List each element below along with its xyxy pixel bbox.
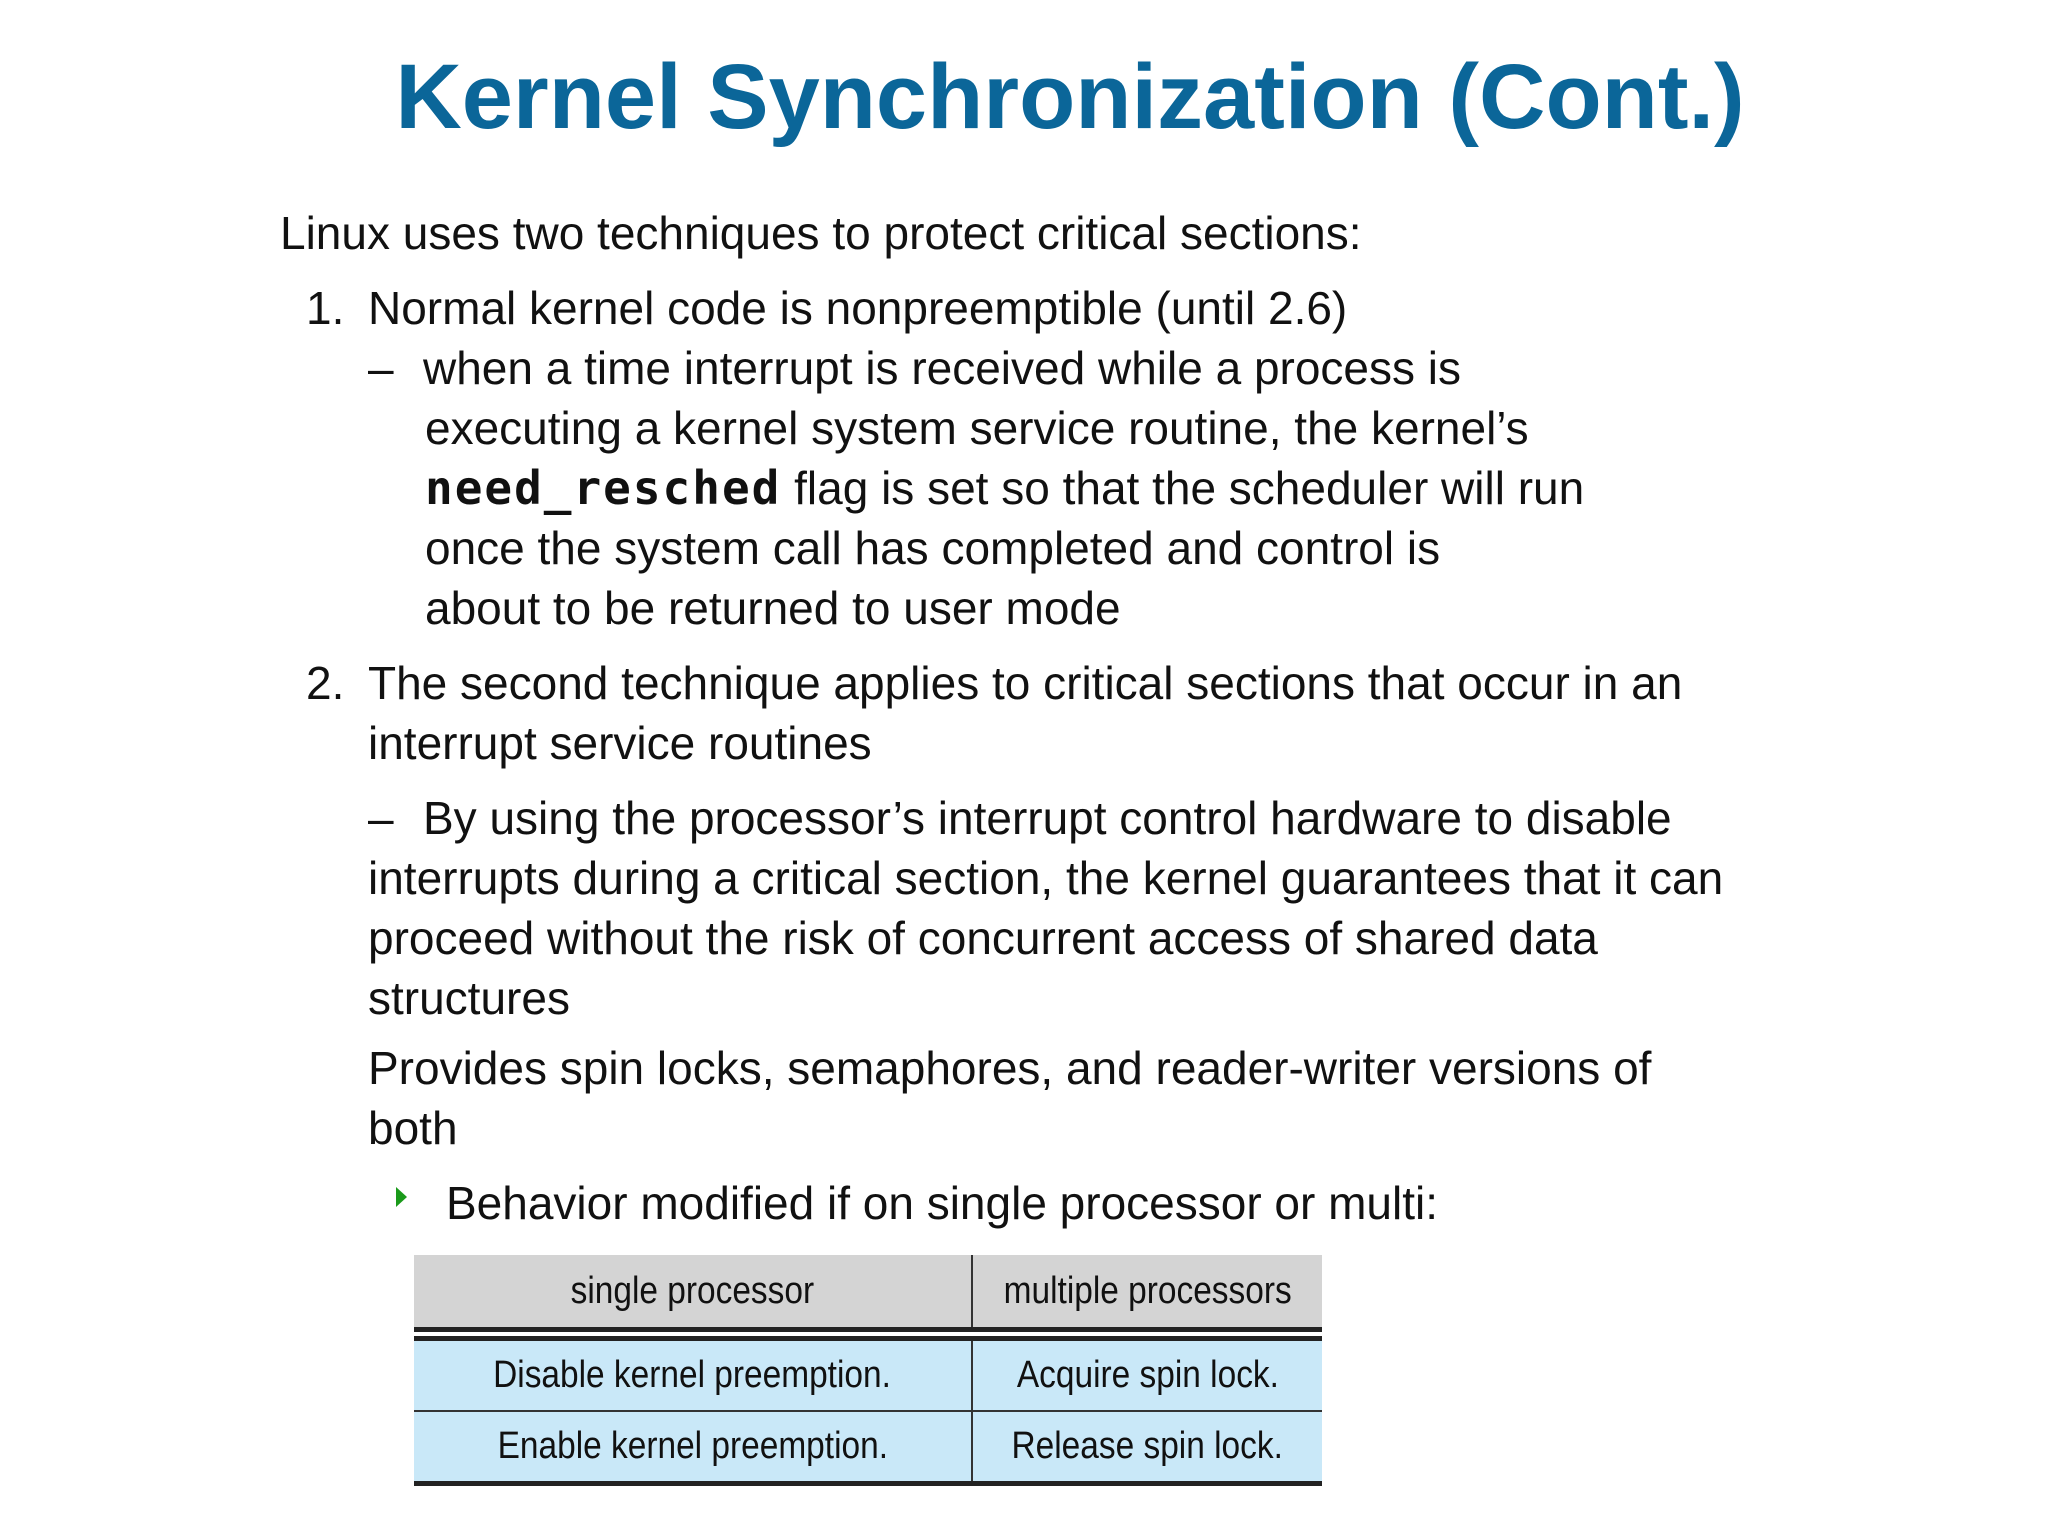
header-single: single processor — [570, 1269, 815, 1312]
bullet-text: Behavior modified if on single processor or multi: — [446, 1177, 1439, 1229]
table-header — [972, 1255, 1322, 1330]
item-2-sub-line: structures — [368, 972, 570, 1024]
item-2-text: interrupt service routines — [368, 717, 872, 769]
intro-text: Linux uses two techniques to protect critical sections: — [280, 207, 1362, 259]
table-header — [414, 1255, 972, 1330]
item-1-dash: – — [368, 342, 394, 394]
table-cell — [414, 1411, 972, 1484]
item-1-sub-line: when a time interrupt is received while a process is — [423, 342, 1462, 394]
item-1-sub-line: once the system call has completed and control is — [425, 522, 1441, 574]
header-separator — [414, 1330, 1322, 1339]
separator-cell — [414, 1330, 972, 1339]
cell-text: Acquire spin lock. — [1016, 1354, 1279, 1396]
cell-text: Enable kernel preemption. — [497, 1425, 888, 1467]
header-multiple: multiple processors — [1003, 1269, 1292, 1312]
separator-cell — [972, 1330, 1322, 1339]
item-2-sub-line: By using the processor’s interrupt control hardware to disable — [423, 792, 1672, 844]
item-1-sub-line: executing a kernel system service routine, the kernel’s — [425, 402, 1529, 454]
code-need-resched: need_resched — [425, 461, 782, 515]
cell-text: Release spin lock. — [1011, 1425, 1284, 1467]
item-1-sub-text: flag is set so that the scheduler will run — [781, 462, 1585, 514]
provides-text: Provides spin locks, semaphores, and reader-writer versions of — [368, 1042, 1652, 1094]
table-row — [414, 1411, 1322, 1484]
table-header-row — [414, 1255, 1322, 1330]
cell-text: Disable kernel preemption. — [493, 1354, 892, 1396]
item-1-sub-line — [425, 461, 1585, 515]
bullet-arrow-icon — [396, 1187, 407, 1207]
item-2-text: The second technique applies to critical sections that occur in an — [368, 657, 1683, 709]
slide-title: Kernel Synchronization (Cont.) — [395, 46, 1745, 148]
item-1-sub-line: about to be returned to user mode — [425, 582, 1121, 634]
item-2-dash: – — [368, 792, 394, 844]
item-1-text: Normal kernel code is nonpreemptible (until 2.6) — [368, 282, 1348, 334]
table-row — [414, 1339, 1322, 1412]
item-1-number: 1. — [306, 282, 345, 334]
table-cell — [972, 1411, 1322, 1484]
item-2-number: 2. — [306, 657, 345, 709]
table-cell — [414, 1339, 972, 1412]
table-cell — [972, 1339, 1322, 1412]
item-2-sub-line: proceed without the risk of concurrent access of shared data — [368, 912, 1598, 964]
item-2-sub-line: interrupts during a critical section, the kernel guarantees that it can — [368, 852, 1724, 904]
provides-text: both — [368, 1102, 458, 1154]
sync-table — [414, 1255, 1322, 1486]
